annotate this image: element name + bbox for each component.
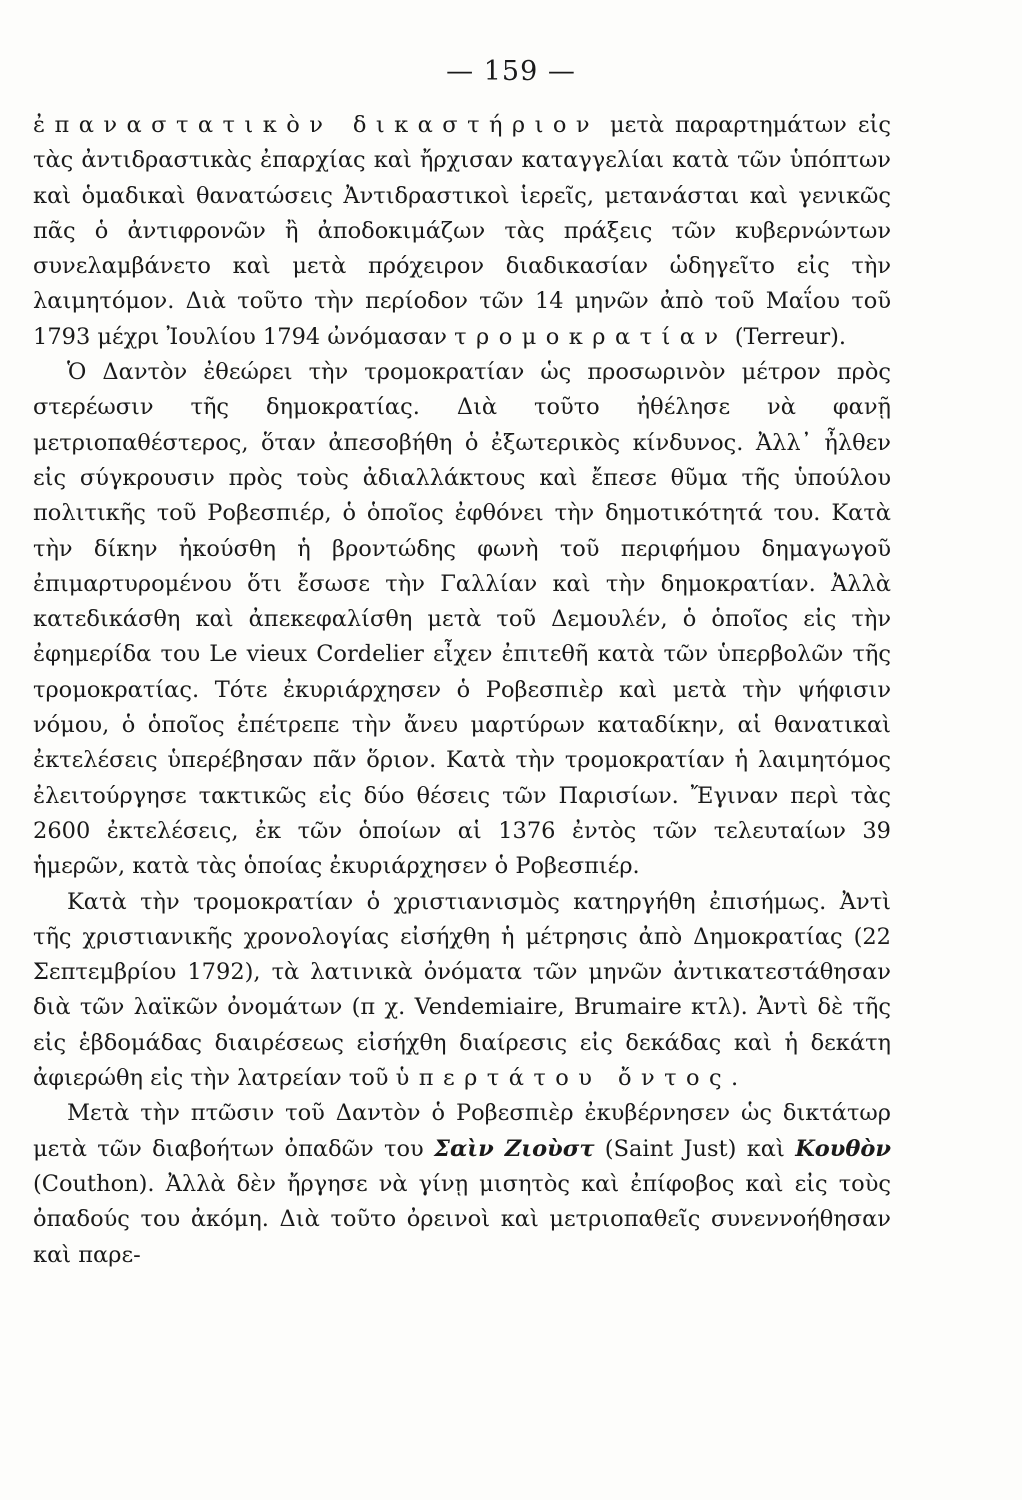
spaced-emphasis: ἐπαναστατικὸν δικαστήριον bbox=[33, 112, 599, 138]
body-text bbox=[33, 108, 891, 1273]
spaced-emphasis: ὑπερτάτου ὄντος bbox=[395, 1065, 732, 1092]
text-run: μετὰ παραρτημάτων εἰς τὰς ἀντιδραστικὰς ἐπαρχίας καὶ ἤρχισαν καταγγελίαι κατὰ τῶν ὑπόπτων καὶ ὁμαδικαὶ θανατώσεις Ἀντιδραστικοὶ ἱερεῖς, μετανάσται καὶ γενικῶς πᾶς ὁ ἀντιφρονῶν ἢ ἀποδοκιμάζων τὰς πράξεις τῶν κυβερνώντων συνελαμβάνετο καὶ μετὰ πρόχειρον διαδικασίαν ὡδηγεῖτο εἰς τὴν λαιμητόμον. Διὰ τοῦτο τὴν περίοδον τῶν 14 μηνῶν ἀπὸ τοῦ Μαΐου τοῦ 1793 μέχρι Ἰουλίου 1794 ὠνόμασαν bbox=[33, 112, 891, 350]
paragraph bbox=[33, 1096, 891, 1272]
text-run: Κατὰ τὴν τρομοκρατίαν ὁ χριστιανισμὸς κατηργήθη ἐπισήμως. Ἀντὶ τῆς χριστιανικῆς χρονολογίας εἰσήχθη ἡ μέτρησις ἀπὸ Δημοκρατίας (22 Σεπτεμβρίου 1792), τὰ λατινικὰ ὀνόματα τῶν μηνῶν ἀντικατεστάθησαν διὰ τῶν λαϊκῶν ὀνομάτων (π χ. Vendemiaire, Brumaire κτλ). Ἀντὶ δὲ τῆς εἰς ἑβδομάδας διαιρέσεως εἰσήχθη διαίρεσις εἰς δεκάδας καὶ ἡ δεκάτη ἀφιερώθη εἰς τὴν λατρείαν τοῦ bbox=[33, 888, 891, 1092]
text-run: (Saint Just) καὶ bbox=[594, 1135, 796, 1162]
text-run: . bbox=[731, 1065, 739, 1092]
paragraph bbox=[33, 108, 891, 355]
page-number: — 159 — bbox=[446, 56, 576, 87]
text-run: Μετὰ τὴν πτῶσιν τοῦ Δαντὸν ὁ Ροβεσπιὲρ ἐκυβέρνησεν ὡς δικτάτωρ μετὰ τῶν διαβοήτων ὀπαδῶν του bbox=[33, 1100, 891, 1162]
paragraph bbox=[33, 885, 891, 1097]
paragraph bbox=[33, 355, 891, 884]
bold-italic-name: Σαὶν Ζιοὺστ bbox=[434, 1135, 595, 1162]
text-run: Ὁ Δαντὸν ἐθεώρει τὴν τρομοκρατίαν ὡς προσωρινὸν μέτρον πρὸς στερέωσιν τῆς δημοκρατίας. Διὰ τοῦτο ἠθέλησε νὰ φανῇ μετριοπαθέστερος, ὅταν ἀπεσοβήθη ὁ ἐξωτερικὸς κίνδυνος. Ἀλλ᾽ ἦλθεν εἰς σύγκρουσιν πρὸς τοὺς ἀδιαλλάκτους καὶ ἔπεσε θῦμα τῆς ὑπούλου πολιτικῆς τοῦ Ροβεσπιέρ, ὁ ὁποῖος ἐφθόνει τὴν δημοτικότητά του. Κατὰ τὴν δίκην ἠκούσθη ἡ βροντώδης φωνὴ τοῦ περιφήμου δημαγωγοῦ ἐπιμαρτυρομένου ὅτι ἔσωσε τὴν Γαλλίαν καὶ τὴν δημοκρατίαν. Ἀλλὰ κατεδικάσθη καὶ ἀπεκεφαλίσθη μετὰ τοῦ Δεμουλέν, ὁ ὁποῖος εἰς τὴν ἐφημερίδα του Le vieux Cordelier εἶχεν ἐπιτεθῆ κατὰ τῶν ὑπερβολῶν τῆς τρομοκρατίας. Τότε ἐκυριάρχησεν ὁ Ροβεσπιὲρ καὶ μετὰ τὴν ψήφισιν νόμου, ὁ ὁποῖος ἐπέτρεπε τὴν ἄνευ μαρτύρων καταδίκην, αἱ θανατικαὶ ἐκτελέσεις ὑπερέβησαν πᾶν ὅριον. Κατὰ τὴν τρομοκρατίαν ἡ λαιμητόμος ἐλειτούργησε τακτικῶς εἰς δύο θέσεις τῶν Παρισίων. Ἔγιναν περὶ τὰς 2600 ἐκτελέσεις, ἐκ τῶν ὁποίων αἱ 1376 ἐντὸς τῶν τελευταίων 39 ἡμερῶν, κατὰ τὰς ὁποίας ἐκυριάρχησεν ὁ Ροβεσπιέρ. bbox=[33, 359, 891, 880]
spaced-emphasis: τρομοκρατίαν bbox=[454, 323, 728, 350]
text-run: (Couthon). Ἀλλὰ δὲν ἤργησε νὰ γίνῃ μισητὸς καὶ ἐπίφοβος καὶ εἰς τοὺς ὀπαδούς του ἀκόμη. Διὰ τοῦτο ὀρεινοὶ καὶ μετριοπαθεῖς συνεννοήθησαν καὶ παρε- bbox=[33, 1170, 891, 1268]
text-run: (Terreur). bbox=[727, 323, 847, 350]
bold-italic-name: Κουθὸν bbox=[795, 1135, 891, 1162]
